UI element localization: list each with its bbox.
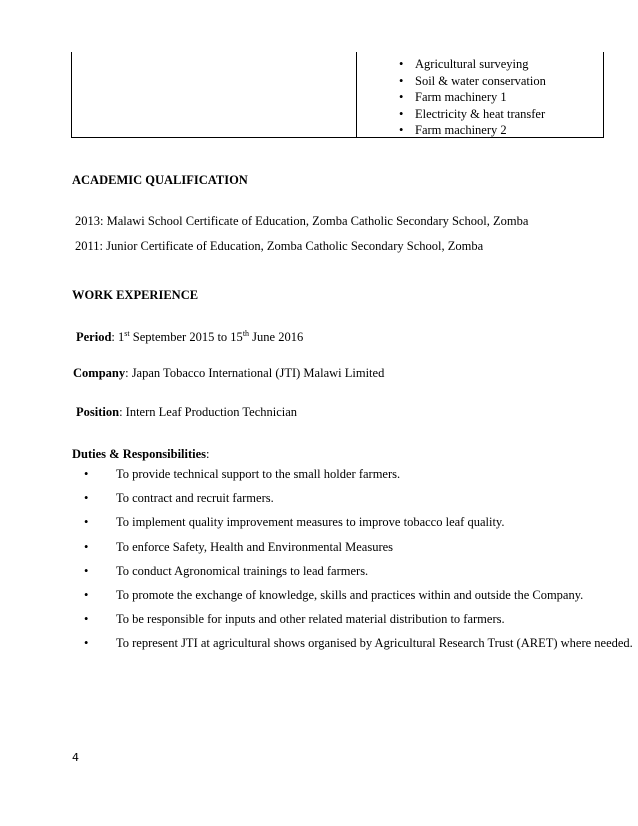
course-item: • Farm machinery 2 [399,122,546,139]
duty-text: To enforce Safety, Health and Environmental Measures [116,539,394,554]
bullet: • [84,515,89,530]
academic-line-2013: 2013: Malawi School Certificate of Education, Zomba Catholic Secondary School, Zomba [75,214,529,228]
courses-list [399,56,546,139]
duty-text: To implement quality improvement measures to improve tobacco leaf quality. [116,515,505,530]
academic-line-2011: 2011: Junior Certificate of Education, Zomba Catholic Secondary School, Zomba [75,239,484,253]
duty-text: To be responsible for inputs and other related material distribution to farmers. [116,612,505,627]
course-item: • Agricultural surveying [399,56,546,73]
position-line [76,405,297,420]
duties-colon: : [206,447,210,461]
bullet: • [84,563,89,578]
duty-text: To represent JTI at agricultural shows organised by Agricultural Research Trust (ARET) where needed. [116,636,633,651]
bullet: • [84,612,89,627]
bullet: • [84,539,89,554]
period-label: Period [76,330,112,344]
period-sup1: st [124,328,130,338]
bullet: • [84,636,89,651]
duty-text: To provide technical support to the small holder farmers. [116,467,401,481]
duties-label: Duties & Responsibilities [72,447,207,461]
course-item: • Electricity & heat transfer [399,106,546,123]
period-end: June 2016 [249,330,304,344]
course-item: • Farm machinery 1 [399,89,546,106]
work-heading: WORK EXPERIENCE [72,288,199,302]
courses-table [71,52,604,138]
period-sup2: th [242,328,250,338]
company-line [73,366,384,381]
table-column-divider [356,52,357,137]
bullet: • [84,491,89,506]
duty-text: To conduct Agronomical trainings to lead farmers. [116,563,369,578]
duty-text: To contract and recruit farmers. [116,491,274,506]
bullet: • [84,467,89,481]
academic-heading: ACADEMIC QUALIFICATION [72,173,248,187]
period-line [76,330,303,345]
duties-heading [72,447,210,462]
period-mid: September 2015 to 15 [129,330,243,344]
position-value: : Intern Leaf Production Technician [119,405,298,419]
bullet: • [84,587,89,602]
position-label: Position [76,405,120,419]
company-value: : Japan Tobacco International (JTI) Malawi Limited [125,366,385,380]
company-label: Company [73,366,126,380]
page-number: 4 [72,751,79,764]
period-day1: 1 [118,330,125,344]
course-item: • Soil & water conservation [399,73,546,90]
period-sep: : [111,330,119,344]
duty-text: To promote the exchange of knowledge, skills and practices within and outside the Company. [116,587,584,602]
